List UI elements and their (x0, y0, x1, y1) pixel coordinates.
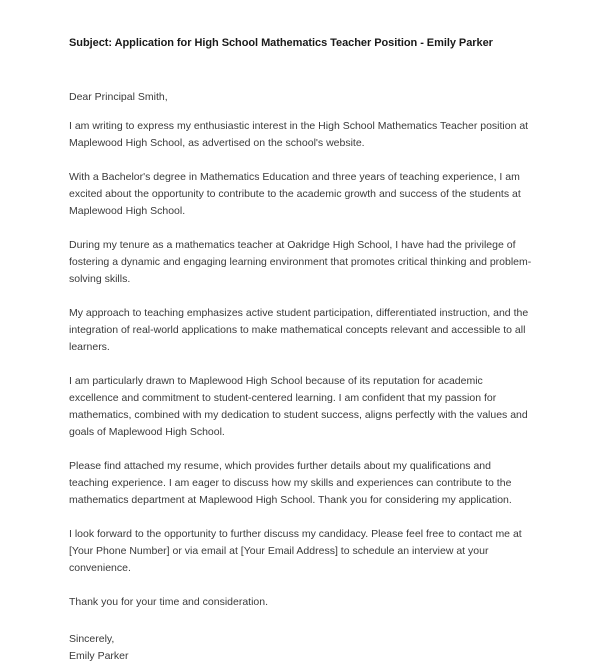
body-paragraph-6: Please find attached my resume, which provides further details about my qualifications and teaching experience. I am eager to discuss how my skills and experiences can contribute to the mathematics department at Maplewood High School. Thank you for considering my application. (69, 460, 512, 506)
body-paragraph-3: During my tenure as a mathematics teacher at Oakridge High School, I have had the privilege of fostering a dynamic and engaging learning environment that promotes critical thinking and problem-solving skills. (69, 239, 532, 285)
body-paragraph-8: Thank you for your time and consideration. (69, 596, 269, 608)
body-paragraph-1: I am writing to express my enthusiastic interest in the High School Mathematics Teacher position at Maplewood High School, as advertised on the school's website. (69, 120, 529, 149)
salutation: Dear Principal Smith, (69, 91, 168, 103)
subject-line: Subject: Application for High School Mathematics Teacher Position - Emily Parker (69, 37, 493, 49)
cover-letter (69, 36, 532, 665)
closing-salutation: Sincerely, (69, 633, 115, 645)
signature-block (69, 631, 532, 665)
body-paragraph-5: I am particularly drawn to Maplewood High School because of its reputation for academic excellence and commitment to student-centered learning. I am confident that my passion for mathematics, combined with my dedication to student success, aligns perfectly with the values and goals of Maplewood High School. (69, 375, 528, 438)
signature-name: Emily Parker (69, 650, 129, 662)
body-paragraph-4: My approach to teaching emphasizes active student participation, differentiated instruction, and the integration of real-world applications to make mathematical concepts relevant and accessible to all learners. (69, 307, 529, 353)
body-paragraph-2: With a Bachelor's degree in Mathematics Education and three years of teaching experience, I am excited about the opportunity to contribute to the academic growth and success of the students at Maplewood High School. (69, 171, 521, 217)
body-paragraph-7: I look forward to the opportunity to further discuss my candidacy. Please feel free to contact me at [Your Phone Number] or via email at [Your Email Address] to schedule an interview at your convenience. (69, 528, 522, 574)
